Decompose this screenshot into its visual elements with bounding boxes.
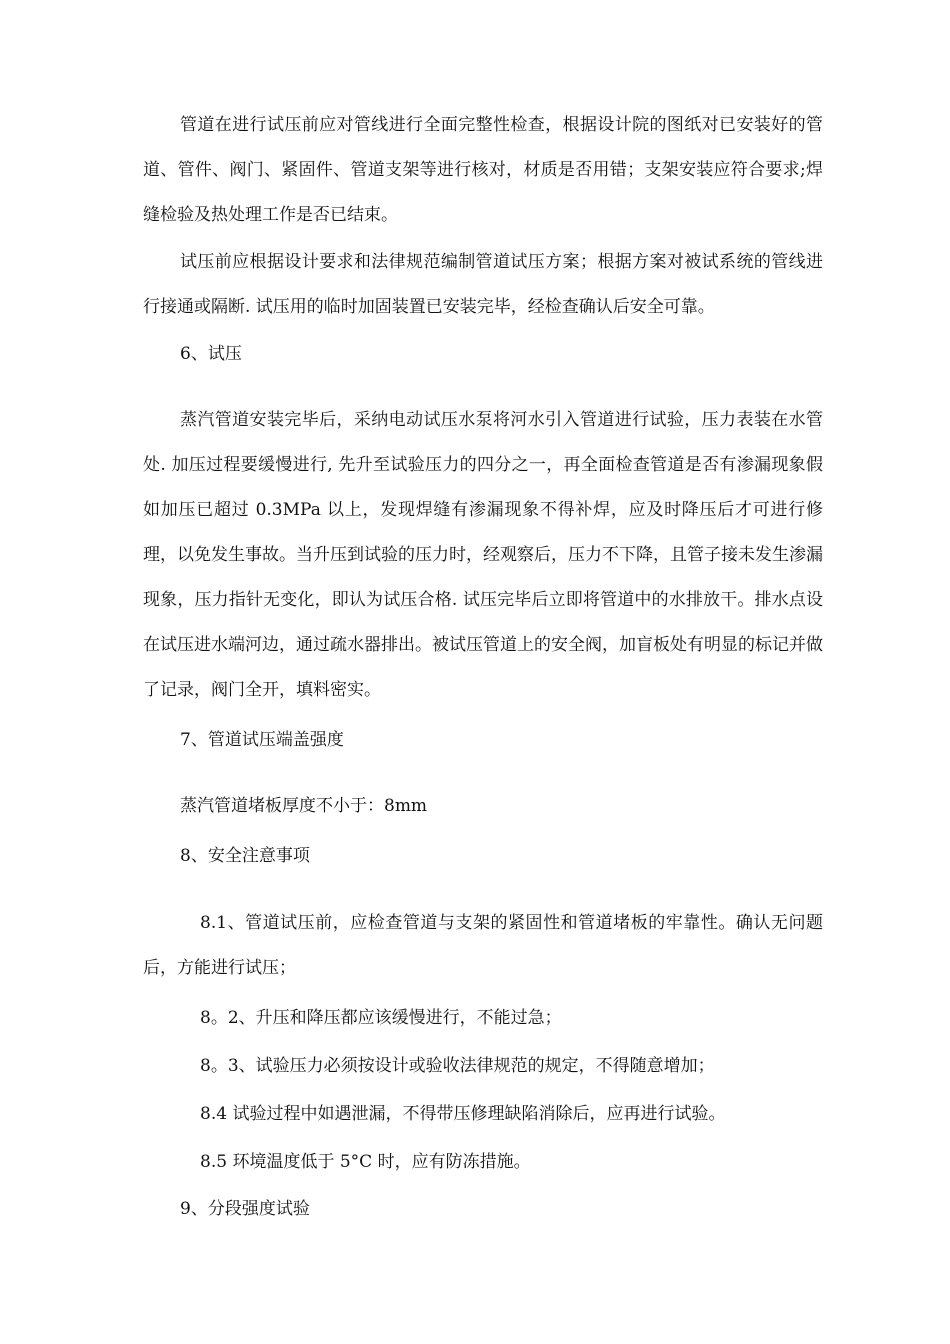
paragraph-pre-test-inspection: 管道在进行试压前应对管线进行全面完整性检查，根据设计院的图纸对已安装好的管道、管件、阀门、紧固件、管道支架等进行核对，材质是否用错；支架安装应符合要求;焊缝检验及热处理工作是否已结束。 bbox=[143, 115, 823, 225]
safety-item-8-5: 8.5 环境温度低于 5°C 时，应有防冻措施。 bbox=[200, 1152, 531, 1172]
safety-item-8-3: 8。3、试验压力必须按设计或验收法律规范的规定，不得随意增加； bbox=[200, 1056, 715, 1076]
safety-item-8-1: 8.1、管道试压前，应检查管道与支架的紧固性和管道堵板的牢靠性。确认无问题后，方能进行试压； bbox=[143, 913, 823, 978]
section-heading-9: 9、分段强度试验 bbox=[180, 1199, 310, 1219]
section-heading-7: 7、管道试压端盖强度 bbox=[180, 730, 344, 750]
paragraph-plate-thickness: 蒸汽管道堵板厚度不小于：8mm bbox=[180, 796, 428, 816]
section-heading-8: 8、安全注意事项 bbox=[180, 846, 310, 866]
safety-item-8-2: 8。2、升压和降压都应该缓慢进行，不能过急； bbox=[200, 1008, 562, 1028]
section-heading-6: 6、试压 bbox=[180, 344, 242, 364]
paragraph-test-plan: 试压前应根据设计要求和法律规范编制管道试压方案；根据方案对被试系统的管线进行接通或隔断. 试压用的临时加固装置已安装完毕，经检查确认后安全可靠。 bbox=[143, 252, 823, 317]
paragraph-pressure-test: 蒸汽管道安装完毕后，采纳电动试压水泵将河水引入管道进行试验，压力表装在水管处. 加压过程要缓慢进行, 先升至试验压力的四分之一，再全面检查管道是否有渗漏现象假如加压已超过 0.3MPa 以上，发现焊缝有渗漏现象不得补焊，应及时降压后才可进行修理，以免发生事故。当升压到试验的压力时，经观察后，压力不下降，且管子接未发生渗漏现象，压力指针无变化，即认为试压合格. 试压完毕后立即将管道中的水排放干。排水点设在试压进水端河边，通过疏水器排出。被试压管道上的安全阀，加盲板处有明显的标记并做了记录，阀门全开，填料密实。 bbox=[143, 410, 823, 700]
safety-item-8-4: 8.4 试验过程中如遇泄漏，不得带压修理缺陷消除后，应再进行试验。 bbox=[200, 1104, 726, 1124]
